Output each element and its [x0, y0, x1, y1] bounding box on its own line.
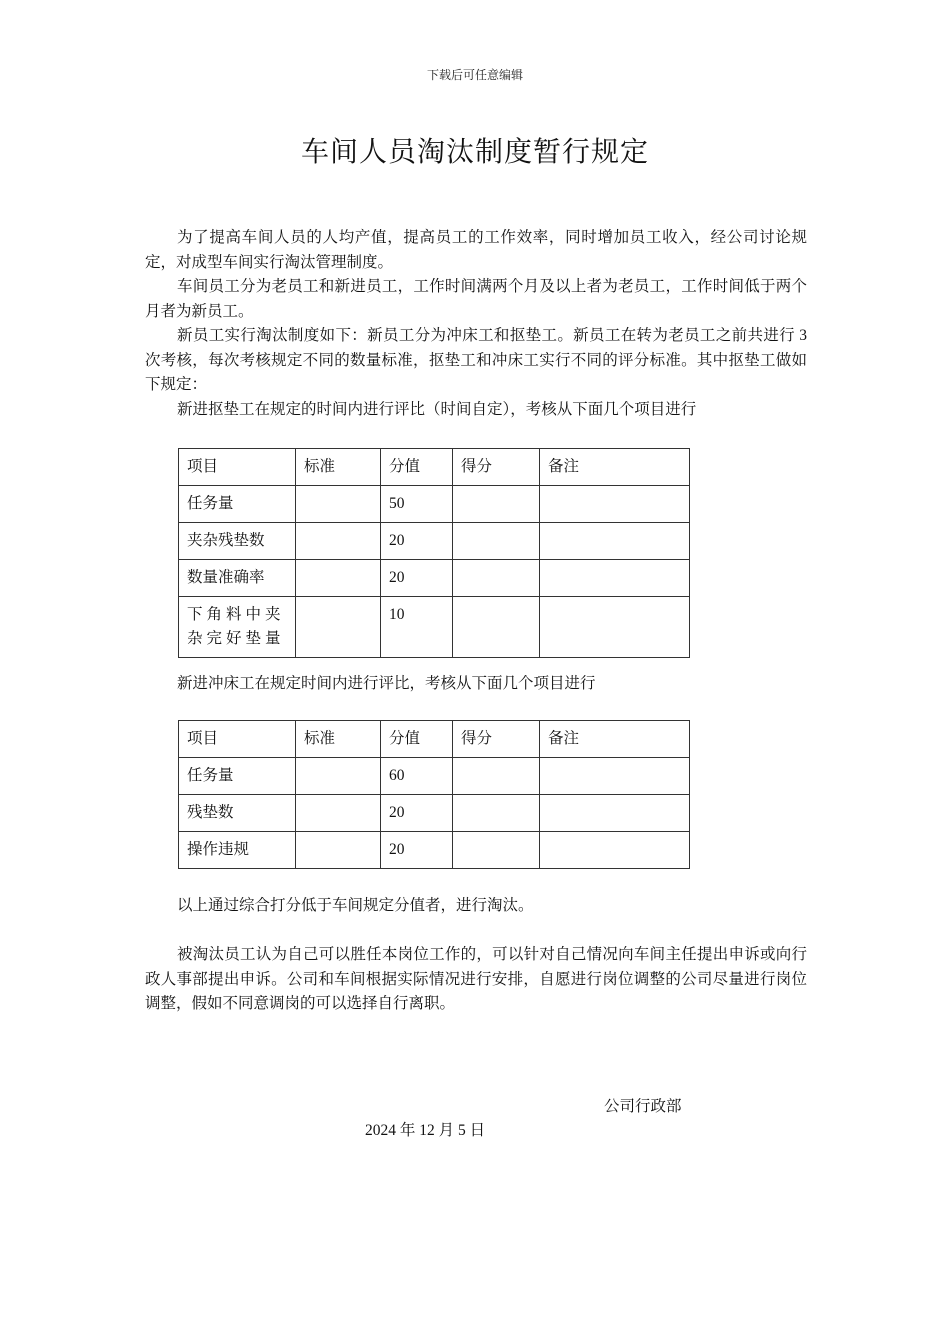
score-table-pad-workers: [178, 448, 690, 658]
document-title: 车间人员淘汰制度暂行规定: [300, 137, 649, 168]
table-header-cell: 备注: [540, 449, 690, 486]
table-cell: 下角料中夹杂完好垫量: [179, 597, 296, 658]
table-row: [179, 560, 690, 597]
table-cell: 残垫数: [179, 795, 296, 832]
table-cell: [296, 832, 381, 869]
table-cell: [453, 795, 540, 832]
table-header-row: [179, 449, 690, 486]
table-cell: [453, 560, 540, 597]
table-row: [179, 832, 690, 869]
table-cell: [540, 597, 690, 658]
document-date: 2024 年 12 月 5 日: [365, 1122, 486, 1139]
table-header-cell: 备注: [540, 721, 690, 758]
table-cell: 20: [381, 560, 453, 597]
paragraph-appeal-process: 被淘汰员工认为自己可以胜任本岗位工作的，可以针对自己情况向车间主任提出申诉或向行政人事部提出申诉。公司和车间根据实际情况进行安排，自愿进行岗位调整的公司尽量进行岗位调整，假如不同意调岗的可以选择自行离职。: [145, 946, 807, 1012]
table-header-cell: 得分: [453, 449, 540, 486]
table-row: [179, 486, 690, 523]
table-cell: 数量准确率: [179, 560, 296, 597]
table-cell: 任务量: [179, 486, 296, 523]
table-cell: [540, 486, 690, 523]
table-header-cell: 标准: [296, 449, 381, 486]
table-header-cell: 分值: [381, 721, 453, 758]
table-cell: [453, 597, 540, 658]
table-header-cell: 分值: [381, 449, 453, 486]
table-cell: 10: [381, 597, 453, 658]
table-cell: 任务量: [179, 758, 296, 795]
page-header-note: 下载后可任意编辑: [426, 68, 523, 82]
paragraph-table1-intro: 新进抠垫工在规定的时间内进行评比（时间自定），考核从下面几个项目进行: [177, 401, 697, 418]
paragraph-table2-intro: 新进冲床工在规定时间内进行评比，考核从下面几个项目进行: [177, 675, 596, 692]
table-cell: [540, 523, 690, 560]
table-cell: [453, 758, 540, 795]
table-header-cell: 标准: [296, 721, 381, 758]
table-cell: [296, 486, 381, 523]
table-cell: 20: [381, 795, 453, 832]
table-row: [179, 758, 690, 795]
table-cell: [296, 560, 381, 597]
table-cell: [540, 832, 690, 869]
table-cell: [296, 795, 381, 832]
table-cell: [453, 832, 540, 869]
paragraph-new-employee-rules: 新员工实行淘汰制度如下：新员工分为冲床工和抠垫工。新员工在转为老员工之前共进行 3 次考核，每次考核规定不同的数量标准，抠垫工和冲床工实行不同的评分标准。其中抠垫工做如下规定：: [145, 327, 807, 393]
table-cell: 20: [381, 523, 453, 560]
signature-department: 公司行政部: [604, 1098, 682, 1115]
table-cell: 夹杂残垫数: [179, 523, 296, 560]
table-header-row: [179, 721, 690, 758]
table-row: [179, 795, 690, 832]
score-table-punch-workers: [178, 720, 690, 869]
table-cell: [453, 523, 540, 560]
table-cell: [296, 597, 381, 658]
table-cell: 60: [381, 758, 453, 795]
paragraph-employee-types: 车间员工分为老员工和新进员工，工作时间满两个月及以上者为老员工，工作时间低于两个月者为新员工。: [145, 278, 807, 320]
table-header-cell: 得分: [453, 721, 540, 758]
table-row: [179, 523, 690, 560]
paragraph-elimination-rule: 以上通过综合打分低于车间规定分值者，进行淘汰。: [177, 897, 534, 914]
table-cell: [540, 795, 690, 832]
table-header-cell: 项目: [179, 721, 296, 758]
table-cell: 20: [381, 832, 453, 869]
table-cell: 操作违规: [179, 832, 296, 869]
table-header-cell: 项目: [179, 449, 296, 486]
table-cell: 50: [381, 486, 453, 523]
table-cell: [540, 758, 690, 795]
table-cell: [296, 523, 381, 560]
table-cell: [540, 560, 690, 597]
paragraph-purpose: 为了提高车间人员的人均产值，提高员工的工作效率，同时增加员工收入，经公司讨论规定，对成型车间实行淘汰管理制度。: [145, 229, 807, 271]
table-cell: [453, 486, 540, 523]
table-row: [179, 597, 690, 658]
table-cell: [296, 758, 381, 795]
